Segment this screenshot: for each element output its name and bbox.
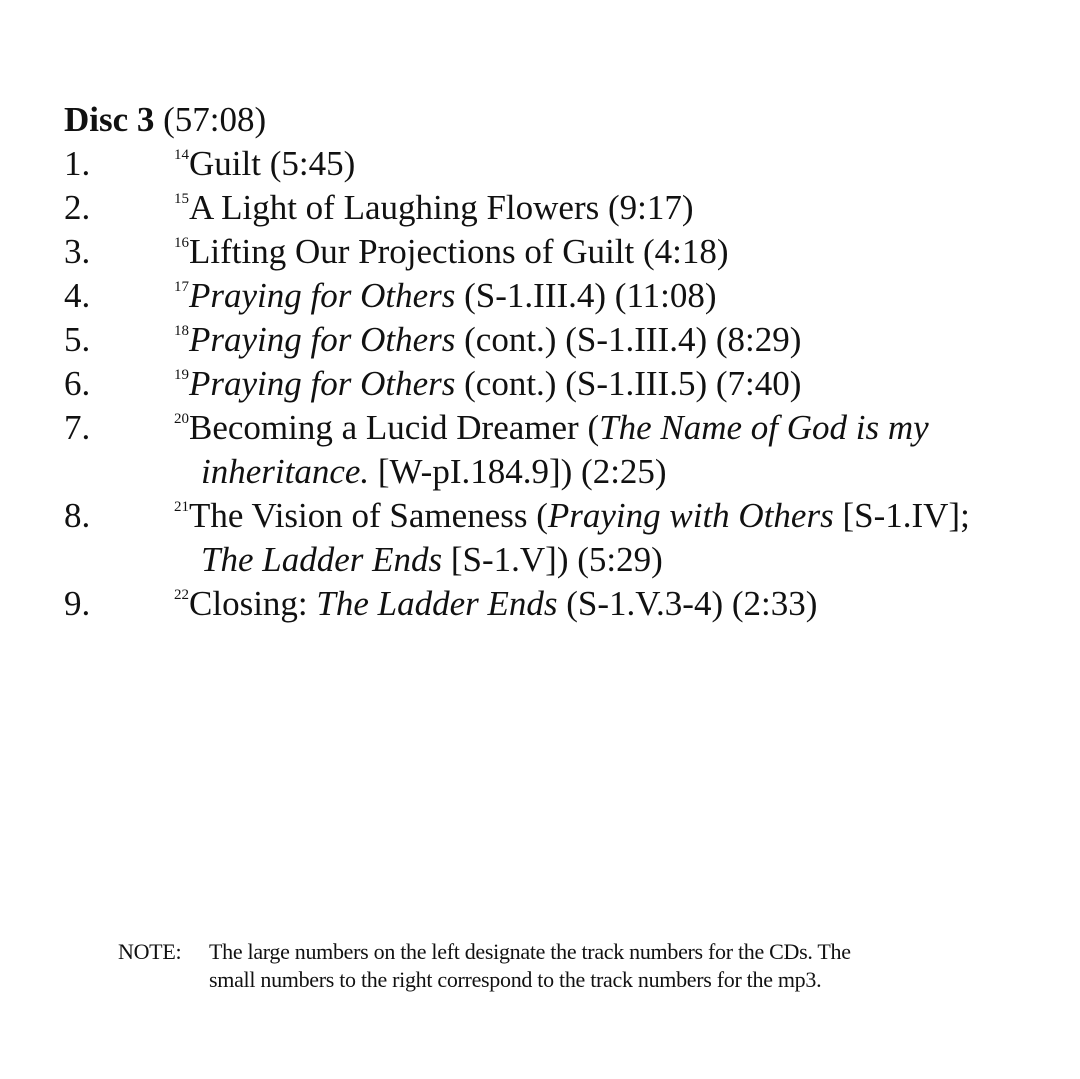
track-title-text: Closing: [189, 584, 317, 623]
track-title-text: Guilt (5:45) [189, 144, 356, 183]
footnote [118, 938, 978, 994]
track-title-italic: The Ladder Ends [201, 540, 443, 579]
track-item [64, 494, 1064, 582]
track-title-italic: Praying for Others [189, 276, 456, 315]
track-item [64, 186, 1064, 230]
track-title-text: Lifting Our Projections of Guilt (4:18) [189, 232, 729, 271]
track-title-text: A Light of Laughing Flowers (9:17) [189, 188, 694, 227]
track-title-continuation [174, 450, 1064, 494]
track-title-italic: inheritance. [201, 452, 370, 491]
cd-track-number: 1. [64, 144, 91, 183]
track-item [64, 142, 1064, 186]
track-title [174, 582, 1064, 626]
note-line: small numbers to the right correspond to the track numbers for the mp3. [209, 967, 822, 992]
note-line: The large numbers on the left designate the track numbers for the CDs. The [209, 939, 851, 964]
track-title-text: [S-1.V]) (5:29) [442, 540, 663, 579]
track-title-text: (S-1.III.4) (11:08) [455, 276, 717, 315]
track-title-italic: The Ladder Ends [316, 584, 558, 623]
track-title [174, 318, 1064, 362]
track-item [64, 230, 1064, 274]
mp3-track-number: 18 [174, 323, 189, 339]
track-title-italic: Praying with Others [547, 496, 834, 535]
cd-track-number: 6. [64, 364, 91, 403]
track-title-text: The Vision of Sameness ( [189, 496, 548, 535]
track-title [174, 230, 1064, 274]
track-title-italic: Praying for Others [189, 364, 456, 403]
mp3-track-number: 14 [174, 147, 189, 163]
note-text [209, 938, 978, 994]
disc-duration: (57:08) [163, 100, 267, 139]
track-item [64, 406, 1064, 494]
track-list [64, 142, 1064, 626]
mp3-track-number: 16 [174, 235, 189, 251]
track-item [64, 318, 1064, 362]
track-title [174, 494, 1064, 582]
cd-track-number: 9. [64, 584, 91, 623]
track-title-text: Becoming a Lucid Dreamer ( [189, 408, 600, 447]
mp3-track-number: 19 [174, 367, 189, 383]
track-title-text: (cont.) (S-1.III.4) (8:29) [455, 320, 802, 359]
cd-track-number: 7. [64, 408, 91, 447]
track-title-italic: The Name of God is my [599, 408, 929, 447]
cd-track-number: 3. [64, 232, 91, 271]
cd-track-number: 2. [64, 188, 91, 227]
cd-track-number: 5. [64, 320, 91, 359]
track-title [174, 142, 1064, 186]
track-title-italic: Praying for Others [189, 320, 456, 359]
track-item [64, 362, 1064, 406]
track-title [174, 274, 1064, 318]
cd-track-number: 4. [64, 276, 91, 315]
track-item [64, 274, 1064, 318]
track-title-text: (cont.) (S-1.III.5) (7:40) [455, 364, 802, 403]
mp3-track-number: 15 [174, 191, 189, 207]
disc-label: Disc 3 [64, 100, 155, 139]
track-title [174, 362, 1064, 406]
track-title [174, 406, 1064, 494]
track-title [174, 186, 1064, 230]
track-title-text: [W-pI.184.9]) (2:25) [369, 452, 667, 491]
mp3-track-number: 20 [174, 411, 189, 427]
track-item [64, 582, 1064, 626]
mp3-track-number: 21 [174, 499, 189, 515]
mp3-track-number: 22 [174, 587, 189, 603]
track-title-text: [S-1.IV]; [833, 496, 970, 535]
disc-heading [64, 98, 266, 142]
cd-track-number: 8. [64, 496, 91, 535]
note-label: NOTE: [118, 939, 182, 964]
mp3-track-number: 17 [174, 279, 189, 295]
track-title-continuation [174, 538, 1064, 582]
track-title-text: (S-1.V.3-4) (2:33) [557, 584, 818, 623]
